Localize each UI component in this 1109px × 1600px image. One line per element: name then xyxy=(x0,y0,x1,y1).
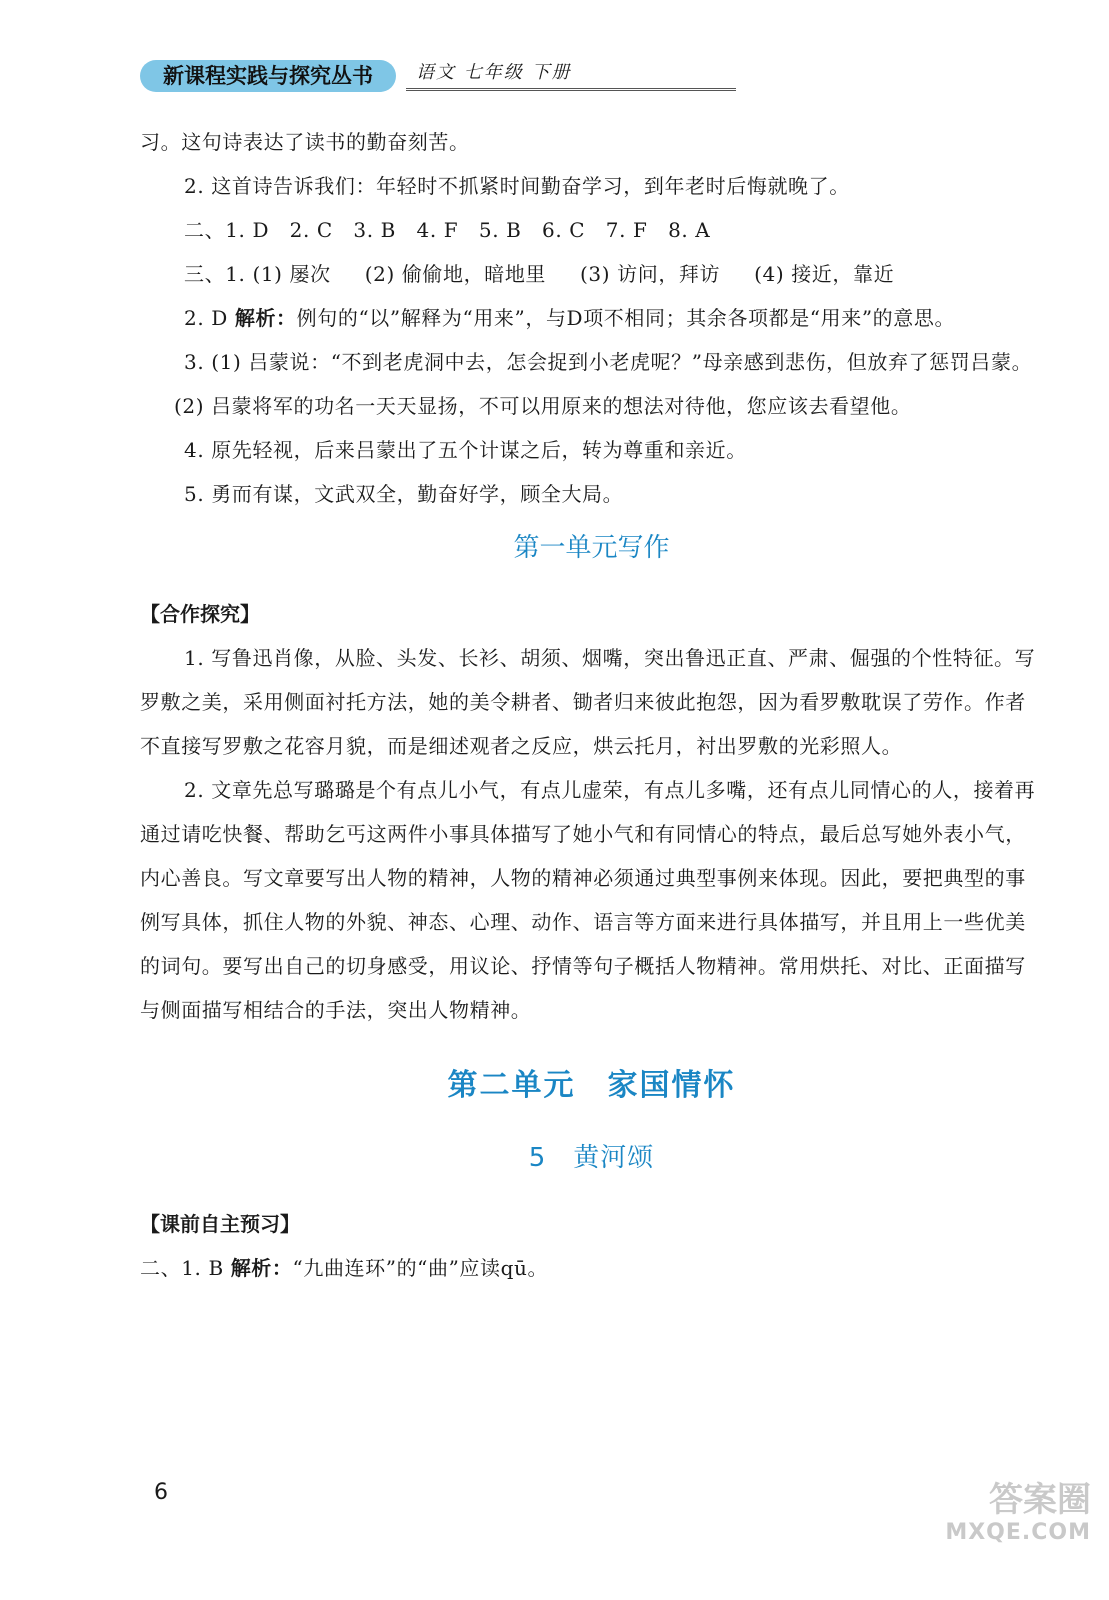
series-badge: 新课程实践与探究丛书 xyxy=(140,60,396,92)
answer-part: 二、1. B xyxy=(140,1256,231,1280)
answer-line: 习。这句诗表达了读书的勤奋刻苦。 xyxy=(140,130,470,154)
writing-heading: 第一单元写作 xyxy=(513,533,670,563)
analysis-label: 解析： xyxy=(234,306,297,330)
answer-line: 4. 原先轻视，后来吕蒙出了五个计谋之后，转为尊重和亲近。 xyxy=(184,438,747,462)
answer-line xyxy=(140,1246,1043,1290)
unit-heading: 第二单元 家国情怀 xyxy=(447,1068,736,1103)
watermark xyxy=(931,1480,1091,1546)
answer-line: 2. 这首诗告诉我们：年轻时不抓紧时间勤奋学习，到年老时后悔就晚了。 xyxy=(184,174,850,198)
answer-line xyxy=(140,252,1043,296)
paragraph: 1. 写鲁迅肖像，从脸、头发、长衫、胡须、烟嘴，突出鲁迅正直、严肃、倔强的个性特征。写罗敷之美，采用侧面衬托方法，她的美令耕者、锄者归来彼此抱怨，因为看罗敷耽误了劳作。作者不直接写罗敷之花容月貌，而是细述观者之反应，烘云托月，衬出罗敷的光彩照人。 xyxy=(140,646,1036,758)
watermark-url: MXQE.COM xyxy=(945,1520,1091,1545)
analysis-text: “九曲连环”的“曲”应读qū。 xyxy=(292,1256,549,1280)
header-rule xyxy=(406,88,736,91)
answer-part: (2) 偷偷地，暗地里 xyxy=(364,262,547,286)
page-content xyxy=(140,120,1043,1290)
answer-part: 2. D xyxy=(184,306,235,330)
answer-line xyxy=(140,340,1043,428)
answer-part: (3) 访问，拜访 xyxy=(580,262,721,286)
answer-part: (2) 吕蒙将军的功名一天天显扬，不可以用原来的想法对待他，您应该去看望他。 xyxy=(174,394,912,418)
section-title: 【合作探究】 xyxy=(140,602,260,626)
paragraph: 2. 文章先总写璐璐是个有点儿小气，有点儿虚荣，有点儿多嘴，还有点儿同情心的人，接着再通过请吃快餐、帮助乞丐这两件小事具体描写了她小气和有同情心的特点，最后总写她外表小气，内心善良。写文章要写出人物的精神，人物的精神必须通过典型事例来体现。因此，要把典型的事例写具体，抓住人物的外貌、神态、心理、动作、语言等方面来进行具体描写，并且用上一些优美的词句。要写出自己的切身感受，用议论、抒情等句子概括人物精神。常用烘托、对比、正面描写与侧面描写相结合的手法，突出人物精神。 xyxy=(140,778,1036,1022)
section-title: 【课前自主预习】 xyxy=(140,1212,300,1236)
analysis-text: 例句的“以”解释为“用来”，与D项不相同；其余各项都是“用来”的意思。 xyxy=(296,306,956,330)
answer-line: 二、1. D 2. C 3. B 4. F 5. B 6. C 7. F 8. A xyxy=(184,218,711,242)
watermark-logo: 答案圈 xyxy=(989,1480,1091,1520)
answer-part: 三、1. (1) 屡次 xyxy=(184,262,331,286)
answer-line: 5. 勇而有谋，文武双全，勤奋好学，顾全大局。 xyxy=(184,482,624,506)
answer-part: (4) 接近，靠近 xyxy=(754,262,895,286)
answer-line xyxy=(140,296,1043,340)
lesson-heading: 5 黄河颂 xyxy=(528,1143,655,1173)
answer-part: 3. (1) 吕蒙说：“不到老虎洞中去，怎会捉到小老虎呢？”母亲感到悲伤，但放弃了惩罚吕蒙。 xyxy=(184,350,1033,374)
page-number: 6 xyxy=(154,1480,168,1505)
analysis-label: 解析： xyxy=(230,1256,293,1280)
book-subtitle: 语文 七年级 下册 xyxy=(416,62,572,83)
page-header xyxy=(140,56,610,96)
